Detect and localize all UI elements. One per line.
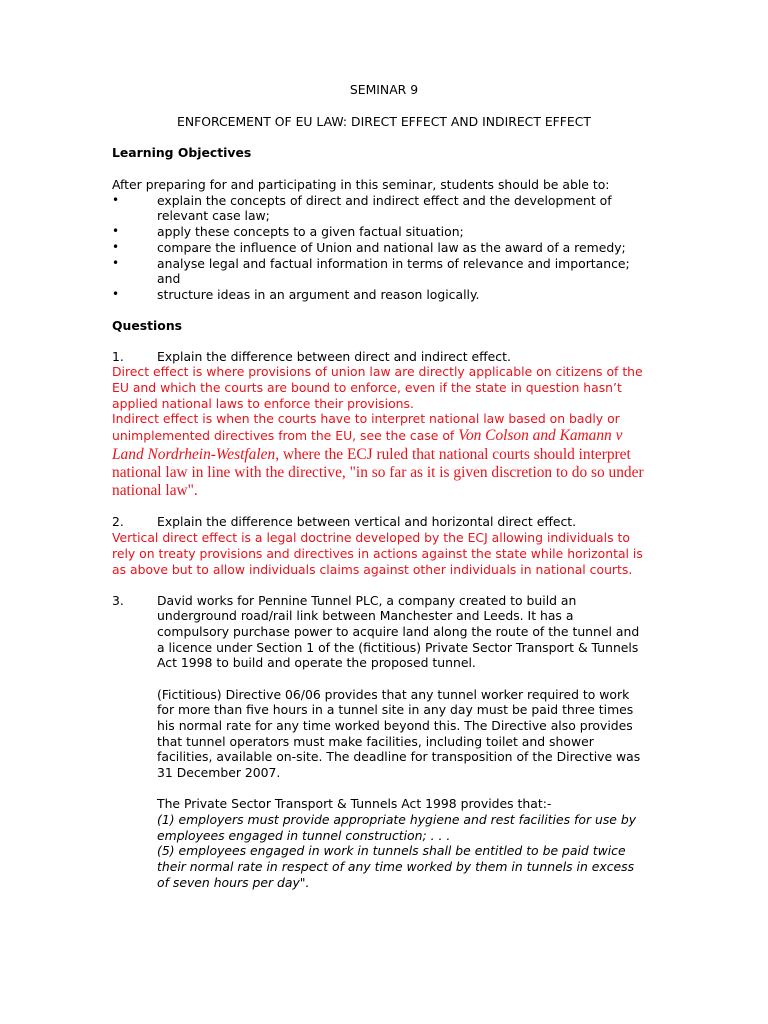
objective-item: analyse legal and factual information in terms of relevance and importance; (157, 256, 630, 271)
question-text: Explain the difference between vertical and horizontal direct effect. (157, 514, 577, 529)
question-number: 2. (112, 514, 124, 529)
objective-item: apply these concepts to a given factual situation; (157, 224, 464, 239)
statute-quote-line: employees engaged in tunnel construction; . . . (157, 828, 451, 843)
question-para-line: 31 December 2007. (157, 765, 281, 780)
question-para-line: his normal rate for any time worked beyond this. The Directive also provides (157, 718, 633, 733)
bullet-marker: • (112, 287, 120, 301)
question-para-line: Act 1998 to build and operate the proposed tunnel. (157, 655, 476, 670)
seminar-title: SEMINAR 9 (349, 82, 419, 97)
case-name: Land Nordrhein-Westfalen (112, 446, 276, 463)
main-heading: ENFORCEMENT OF EU LAW: DIRECT EFFECT AND INDIRECT EFFECT (177, 114, 591, 129)
answer-line: rely on treaty provisions and directives in actions against the state while horizontal is (112, 546, 643, 561)
answer-text: unimplemented directives from the EU, see the case of (112, 428, 459, 443)
bullet-marker: • (112, 193, 120, 207)
question-para-line: (Fictitious) Directive 06/06 provides that any tunnel worker required to work (157, 687, 630, 702)
objective-item-cont: relevant case law; (157, 208, 270, 223)
case-name: Von Colson and Kamann v (458, 427, 623, 444)
answer-line: Indirect effect is when the courts have to interpret national law based on badly or (112, 411, 620, 426)
question-number: 1. (112, 349, 124, 364)
answer-line: applied national laws to enforce their provisions. (112, 396, 414, 411)
question-para-line: that tunnel operators must make facilities, including toilet and shower (157, 734, 594, 749)
answer-line-serif: national law". (112, 482, 198, 499)
question-number: 3. (112, 593, 124, 608)
statute-quote-line: (1) employers must provide appropriate hygiene and rest facilities for use by (157, 812, 637, 827)
answer-line-with-case (112, 428, 622, 444)
question-para-line: compulsory purchase power to acquire land along the route of the tunnel and (157, 624, 640, 639)
answer-line-serif (112, 446, 631, 464)
objective-item: compare the influence of Union and national law as the award of a remedy; (157, 240, 626, 255)
answer-line: as above but to allow individuals claims against other individuals in national courts. (112, 562, 633, 577)
statute-quote-line: of seven hours per day". (157, 875, 310, 890)
questions-heading: Questions (112, 318, 183, 333)
objective-item-cont: and (157, 271, 181, 286)
bullet-marker: • (112, 224, 120, 238)
question-para-line: The Private Sector Transport & Tunnels Act 1998 provides that:- (157, 796, 552, 811)
question-para-line: underground road/rail link between Manchester and Leeds. It has a (157, 608, 574, 623)
bullet-marker: • (112, 256, 120, 270)
objectives-heading: Learning Objectives (112, 145, 252, 160)
answer-line: EU and which the courts are bound to enforce, even if the state in question hasn’t (112, 380, 622, 395)
question-para-line: facilities, available on-site. The deadline for transposition of the Directive was (157, 749, 641, 764)
answer-line: Vertical direct effect is a legal doctrine developed by the ECJ allowing individuals to (112, 530, 630, 545)
objective-item: structure ideas in an argument and reason logically. (157, 287, 480, 302)
question-para-line: for more than five hours in a tunnel site in any day must be paid three times (157, 702, 634, 717)
answer-line: Direct effect is where provisions of union law are directly applicable on citizens of the (112, 364, 643, 379)
objective-item: explain the concepts of direct and indirect effect and the development of (157, 193, 612, 208)
answer-text: , where the ECJ ruled that national courts should interpret (275, 446, 631, 463)
statute-quote-line: their normal rate in respect of any time worked by them in tunnels in excess (157, 859, 635, 874)
statute-quote-line: (5) employees engaged in work in tunnels shall be entitled to be paid twice (157, 843, 626, 858)
question-para-line: a licence under Section 1 of the (fictitious) Private Sector Transport & Tunnels (157, 640, 639, 655)
objectives-intro: After preparing for and participating in this seminar, students should be able to: (112, 177, 610, 192)
answer-line-serif: national law in line with the directive, "in so far as it is given discretion to do so under (112, 464, 644, 481)
question-para-line: David works for Pennine Tunnel PLC, a company created to build an (157, 593, 577, 608)
question-text: Explain the difference between direct and indirect effect. (157, 349, 511, 364)
bullet-marker: • (112, 240, 120, 254)
